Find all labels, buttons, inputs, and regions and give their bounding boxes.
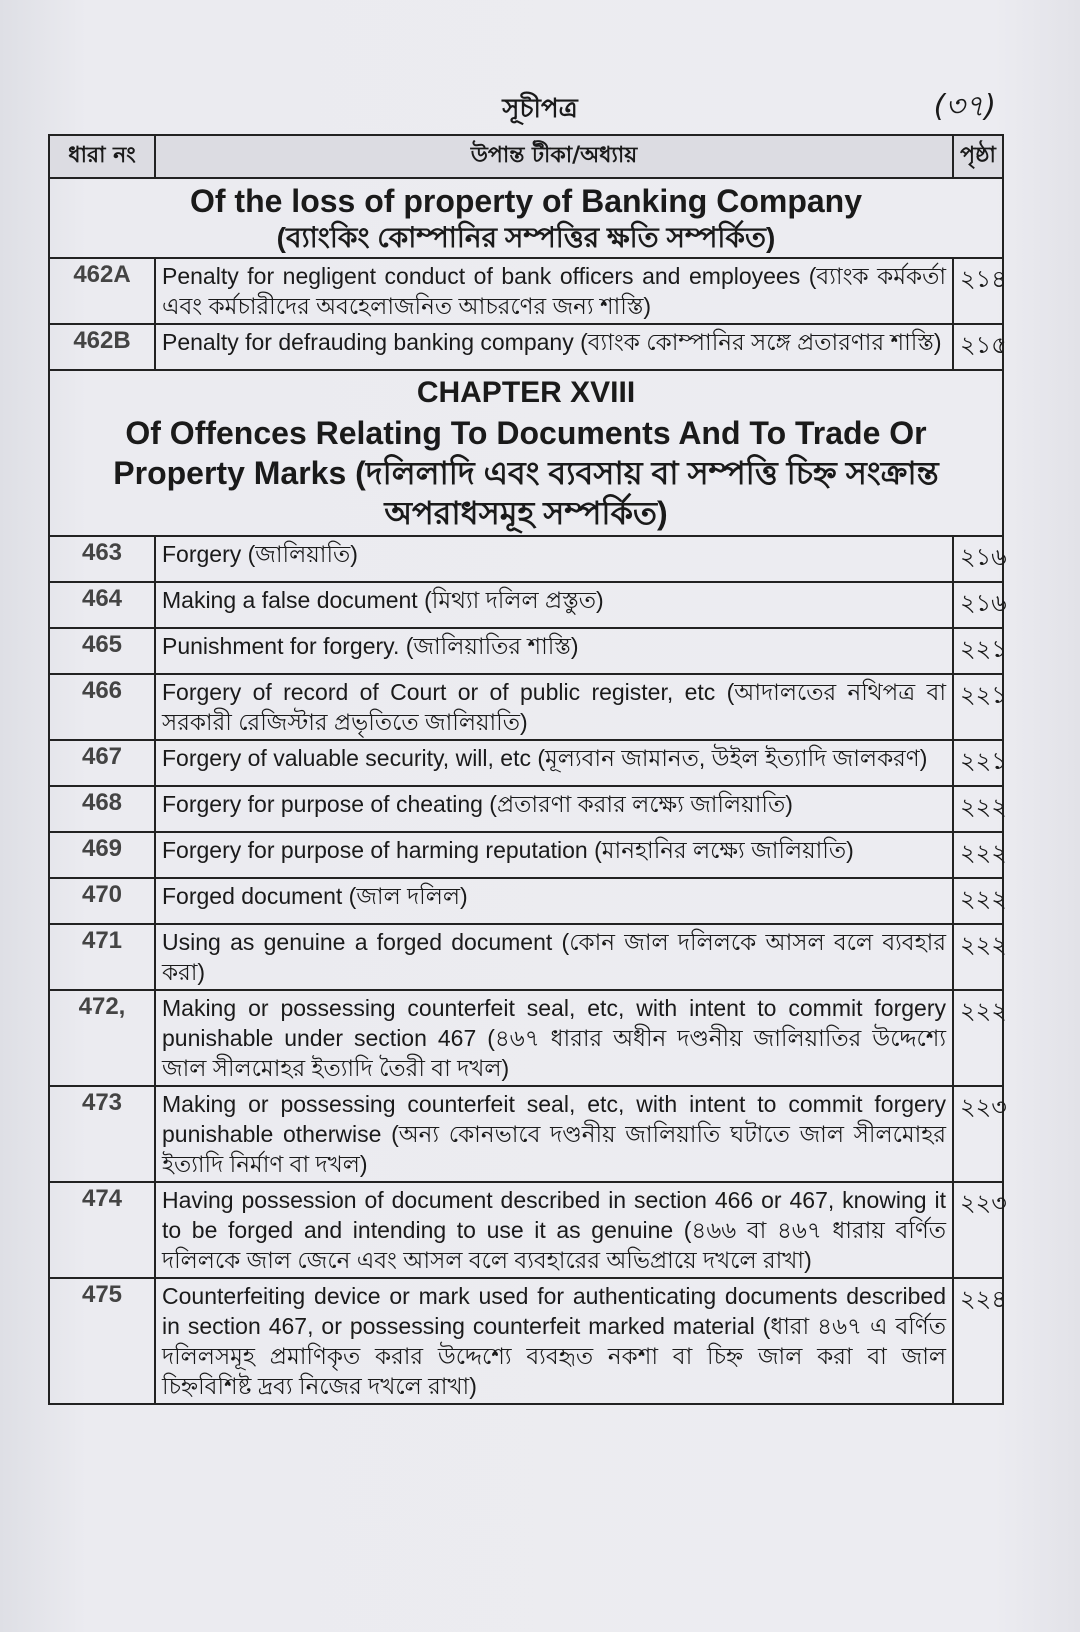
contents-table	[48, 134, 1007, 1405]
entry-title: Having possession of document described in section 466 or 467, knowing it to be forged and intending to use it as genuine (৪৬৬ বা ৪৬৭ ধারায় বর্ণিত দলিলকে জাল জেনে এবং আসল বলে ব্যবহারের অভিপ্রায়ে দখলে রাখা)	[155, 1182, 953, 1278]
page-ref: ২২৩	[953, 1086, 1003, 1182]
banner-row	[49, 178, 1003, 258]
chapter-row	[49, 370, 1003, 536]
entry-title: Forgery of valuable security, will, etc (মূল্যবান জামানত, উইল ইত্যাদি জালকরণ)	[155, 740, 953, 786]
page-ref: ২২২	[953, 832, 1003, 878]
page-ref: ২২৪	[953, 1278, 1003, 1404]
page-ref: ২২২	[953, 924, 1003, 990]
section-number: 464	[49, 582, 155, 628]
table-row	[49, 324, 1003, 370]
page-heading: সূচীপত্র	[502, 94, 578, 124]
banner-title: Of the loss of property of Banking Company	[189, 183, 863, 219]
page-ref: ২১৪	[953, 258, 1003, 324]
table-row	[49, 628, 1003, 674]
page-ref: ২১৬	[953, 582, 1003, 628]
section-number: 467	[49, 740, 155, 786]
table-row	[49, 740, 1003, 786]
section-number: 465	[49, 628, 155, 674]
table-row	[49, 832, 1003, 878]
chapter-banner	[49, 370, 1003, 536]
title-column-header: উপান্ত টীকা/অধ্যায়	[155, 135, 953, 178]
table-row	[49, 878, 1003, 924]
section-number: 473	[49, 1086, 155, 1182]
table-row	[49, 582, 1003, 628]
page-ref: ২১৫	[953, 324, 1003, 370]
section-number: 471	[49, 924, 155, 990]
table-row	[49, 786, 1003, 832]
page-ref: ২২২	[953, 878, 1003, 924]
section-number: 475	[49, 1278, 155, 1404]
page-ref: ২২১	[953, 674, 1003, 740]
entry-title: Forgery of record of Court or of public register, etc (আদালতের নথিপত্র বা সরকারী রেজিস্টার প্রভৃতিতে জালিয়াতি)	[155, 674, 953, 740]
chapter-number: CHAPTER XVIII	[416, 376, 636, 409]
table-row	[49, 1182, 1003, 1278]
table-row	[49, 674, 1003, 740]
page-ref: ২২২	[953, 786, 1003, 832]
section-number: 474	[49, 1182, 155, 1278]
section-number: 468	[49, 786, 155, 832]
table-row	[49, 536, 1003, 582]
entry-title: Using as genuine a forged document (কোন জাল দলিলকে আসল বলে ব্যবহার করা)	[155, 924, 953, 990]
table-row	[49, 1278, 1003, 1404]
entry-title: Forgery (জালিয়াতি)	[155, 536, 953, 582]
section-column-header: ধারা নং	[49, 135, 155, 178]
page-ref: ২১৬	[953, 536, 1003, 582]
section-number: 472,	[49, 990, 155, 1086]
table-row	[49, 990, 1003, 1086]
section-number: 462A	[49, 258, 155, 324]
section-number: 470	[49, 878, 155, 924]
banner-subtitle: (ব্যাংকিং কোম্পানির সম্পত্তির ক্ষতি সম্পর্কিত)	[276, 222, 776, 253]
entry-title: Forgery for purpose of harming reputation (মানহানির লক্ষ্যে জালিয়াতি)	[155, 832, 953, 878]
section-number: 462B	[49, 324, 155, 370]
page-ref: ২২১	[953, 628, 1003, 674]
page-ref: ২২২	[953, 990, 1003, 1086]
entry-title: Making or possessing counterfeit seal, etc, with intent to commit forgery punishable under section 467 (৪৬৭ ধারার অধীন দণ্ডনীয় জালিয়াতির উদ্দেশ্যে জাল সীলমোহর ইত্যাদি তৈরী বা দখল)	[155, 990, 953, 1086]
entry-title: Making or possessing counterfeit seal, etc, with intent to commit forgery punishable otherwise (অন্য কোনভাবে দণ্ডনীয় জালিয়াতি ঘটাতে জাল সীলমোহর ইত্যাদি নির্মাণ বা দখল)	[155, 1086, 953, 1182]
page-column-header: পৃষ্ঠা	[953, 135, 1003, 178]
entry-title: Penalty for defrauding banking company (ব্যাংক কোম্পানির সঙ্গে প্রতারণার শাস্তি)	[155, 324, 953, 370]
entry-title: Counterfeiting device or mark used for authenticating documents described in section 467, or possessing counterfeit marked material (ধারা ৪৬৭ এ বর্ণিত দলিলসমূহ প্রমাণিকৃত করার উদ্দেশ্যে ব্যবহৃত নকশা বা চিহ্ন জাল করা বা জাল চিহ্নবিশিষ্ট দ্রব্য নিজের দখলে রাখা)	[155, 1278, 953, 1404]
entry-title: Forgery for purpose of cheating (প্রতারণা করার লক্ষ্যে জালিয়াতি)	[155, 786, 953, 832]
page-number: (৩৭)	[933, 89, 996, 124]
entry-title: Punishment for forgery. (জালিয়াতির শাস্তি)	[155, 628, 953, 674]
table-header-row	[49, 135, 1003, 178]
section-number: 463	[49, 536, 155, 582]
page-ref: ২২৩	[953, 1182, 1003, 1278]
section-number: 466	[49, 674, 155, 740]
entry-title: Forged document (জাল দলিল)	[155, 878, 953, 924]
table-row	[49, 924, 1003, 990]
banking-banner	[49, 178, 1003, 258]
entry-title: Penalty for negligent conduct of bank officers and employees (ব্যাংক কর্মকর্তা এবং কর্মচারীদের অবহেলাজনিত আচরণের জন্য শাস্তি)	[155, 258, 953, 324]
page-ref: ২২১	[953, 740, 1003, 786]
section-number: 469	[49, 832, 155, 878]
entry-title: Making a false document (মিথ্যা দলিল প্রস্তুত)	[155, 582, 953, 628]
table-row	[49, 1086, 1003, 1182]
table-row	[49, 258, 1003, 324]
chapter-title: Of Offences Relating To Documents And To Trade Or Property Marks (দলিলাদি এবং ব্যবসায় বা সম্পত্তি চিহ্ন সংক্রান্ত অপরাধসমূহ সম্পর্কিত)	[113, 415, 939, 531]
